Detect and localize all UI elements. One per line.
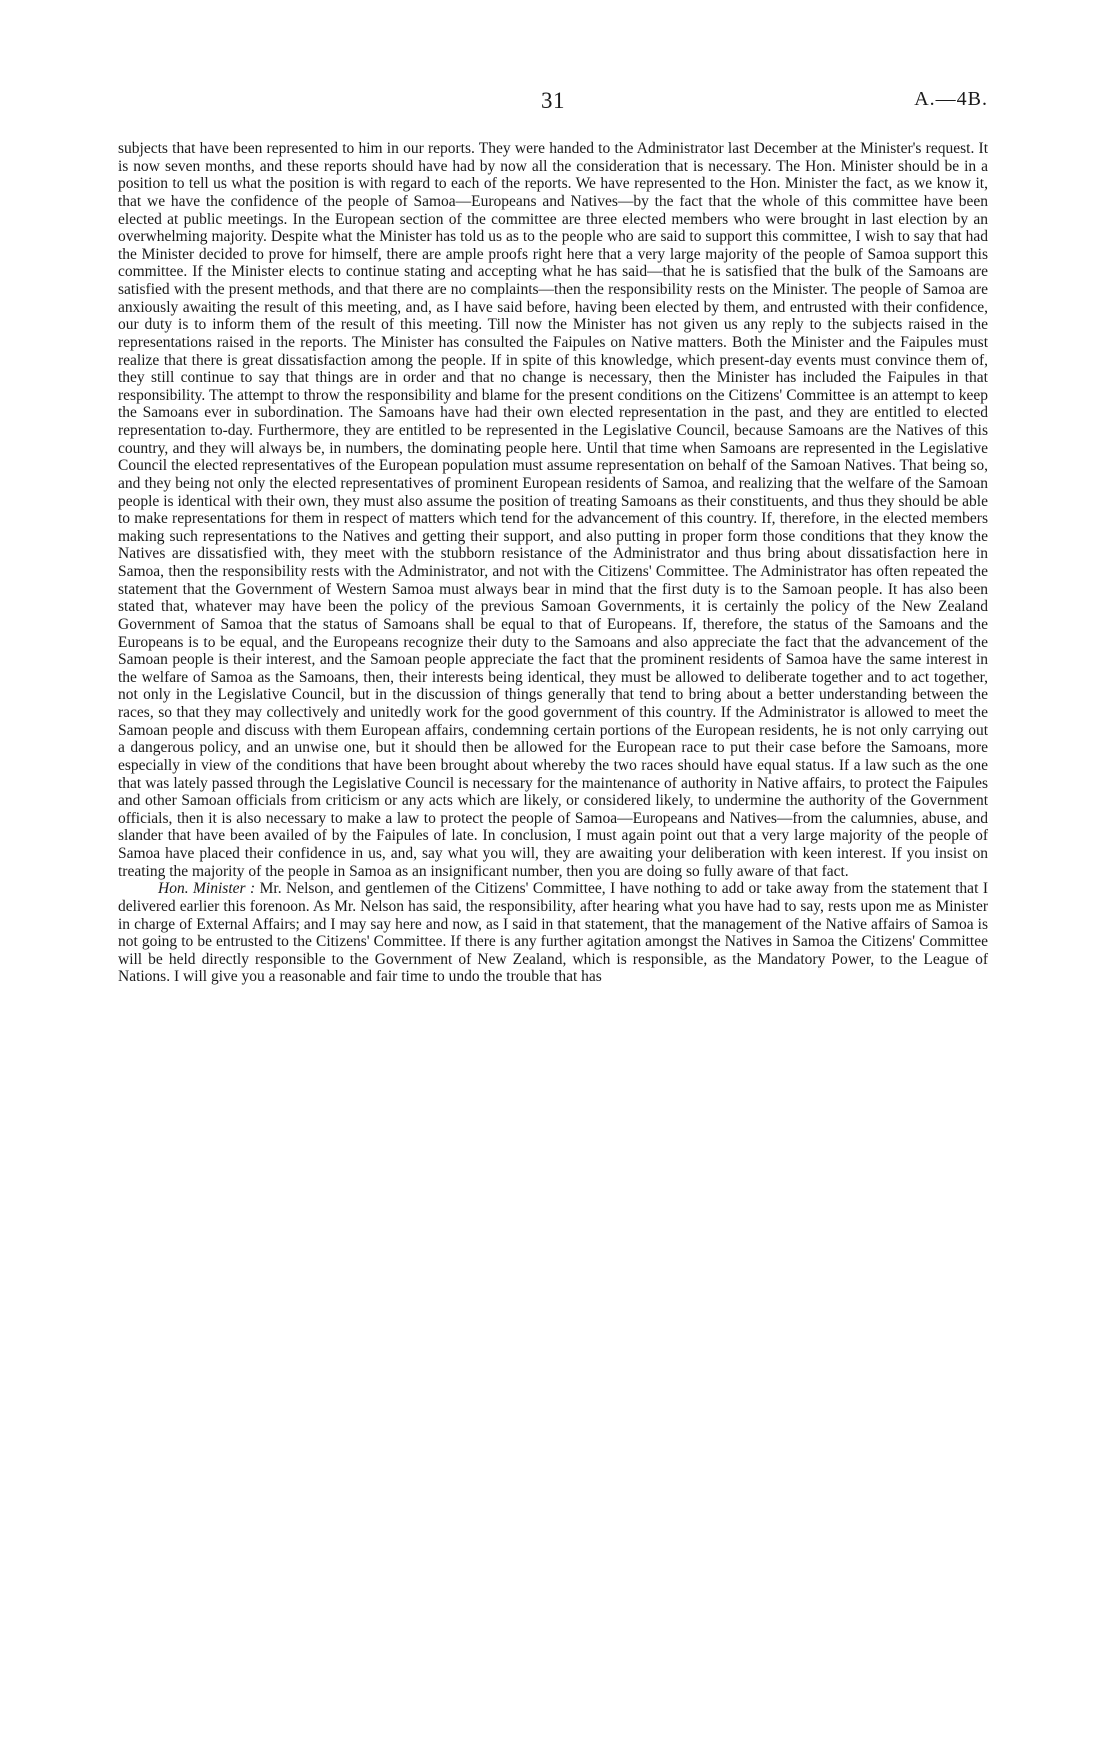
paragraph-nelson-speech: [118, 140, 988, 880]
speaker-label: Hon. Minister :: [158, 880, 256, 898]
document-reference: A.—4B.: [914, 88, 988, 110]
page-header: [118, 88, 988, 118]
paragraph-text: subjects that have been represented to him in our reports. They were handed to the Administrator last December at the Minister's request. It is now seven months, and these reports should have had by now all the consideration that is necessary. The Hon. Minister should be in a position to tell us what the position is with regard to each of the reports. We have represented to the Hon. Minister the fact, as we know it, that we have the confidence of the people of Samoa—Europeans and Natives—by the fact that the whole of this committee have been elected at public meetings. In the European section of the committee are three elected members who were brought in last election by an overwhelming majority. Despite what the Minister has told us as to the people who are said to support this committee, I wish to say that had the Minister decided to prove for himself, there are ample proofs right here that a very large majority of the people of Samoa support this committee. If the Minister elects to continue stating and accepting what he has said—that he is satisfied that the bulk of the Samoans are satisfied with the present methods, and that there are no complaints—then the responsibility rests on the Minister. The people of Samoa are anxiously awaiting the result of this meeting, and, as I have said before, having been elected by them, and entrusted with their confidence, our duty is to inform them of the result of this meeting. Till now the Minister has not given us any reply to the subjects raised in the representations raised in the reports. The Minister has consulted the Faipules on Native matters. Both the Minister and the Faipules must realize that there is great dissatisfaction among the people. If in spite of this knowledge, which present-day events must convince them of, they still continue to say that things are in order and that no change is necessary, then the Minister has included the Faipules in that responsibility. The attempt to throw the responsibility and blame for the present conditions on the Citizens' Committee is an attempt to keep the Samoans ever in subordination. The Samoans have had their own elected representation in the past, and they are entitled to elected representation to-day. Furthermore, they are entitled to be represented in the Legislative Council, because Samoans are the Natives of this country, and they will always be, in numbers, the dominating people here. Until that time when Samoans are represented in the Legislative Council the elected representatives of the European population must assume representation on behalf of the Samoan Natives. That being so, and they being not only the elected representatives of prominent European residents of Samoa, and realizing that the welfare of the Samoan people is identical with their own, they must also assume the position of treating Samoans as their constituents, and thus they should be able to make representations for them in respect of matters which tend for the advancement of this country. If, therefore, in the elected members making such representations to the Natives and getting their support, and also putting in proper form those conditions that they know the Natives are dissatisfied with, they meet with the stubborn resistance of the Administrator and thus bring about dissatisfaction here in Samoa, then the responsibility rests with the Administrator, and not with the Citizens' Committee. The Administrator has often repeated the statement that the Government of Western Samoa must always bear in mind that the first duty is to the Samoan people. It has also been stated that, whatever may have been the policy of the previous Samoan Governments, it is certainly the policy of the New Zealand Government of Samoa that the status of Samoans shall be equal to that of Europeans. If, therefore, the status of the Samoans and the Europeans is to be equal, and the Europeans recognize their duty to the Samoans and also appreciate the fact that the advancement of the Samoan people is their interest, and the Samoan people appreciate the fact that the prominent residents of Samoa have the same interest in the welfare of Samoa as the Samoans, then, their interests being identical, they must be allowed to deliberate together and to act together, not only in the Legislative Council, but in the discussion of things generally that tend to bring about a better understanding between the races, so that they may collectively and unitedly work for the good government of this country. If the Administrator is allowed to meet the Samoan people and discuss with them European affairs, condemning certain portions of the European residents, he is not only carrying out a dangerous policy, and an unwise one, but it should then be allowed for the European race to put their case before the Samoans, more especially in view of the conditions that have been brought about whereby the two races should have equal status. If a law such as the one that was lately passed through the Legislative Council is necessary for the maintenance of authority in Native affairs, to protect the Faipules and other Samoan officials from criticism or any acts which are likely, or considered likely, to undermine the authority of the Government officials, then it is also necessary to make a law to protect the people of Samoa—Europeans and Natives—from the calumnies, abuse, and slander that have been availed of by the Faipules of late. In conclusion, I must again point out that a very large majority of the people of Samoa have placed their confidence in us, and, say what you will, they are awaiting your deliberation with keen interest. If you insist on treating the majority of the people in Samoa as an insignificant number, then you are doing so fully aware of that fact.: [118, 140, 988, 880]
paragraph-minister-reply: [118, 880, 988, 986]
paragraph-text: Mr. Nelson, and gentlemen of the Citizens' Committee, I have nothing to add or take away from the statement that I delivered earlier this forenoon. As Mr. Nelson has said, the responsibility, after hearing what you have had to say, rests upon me as Minister in charge of External Affairs; and I may say here and now, as I said in that statement, that the management of the Native affairs of Samoa is not going to be entrusted to the Citizens' Committee. If there is any further agitation amongst the Natives in Samoa the Citizens' Committee will be held directly responsible to the Government of New Zealand, which is responsible, as the Mandatory Power, to the League of Nations. I will give you a reasonable and fair time to undo the trouble that has: [118, 880, 988, 986]
document-body: [118, 140, 988, 986]
page-number: 31: [541, 88, 565, 113]
